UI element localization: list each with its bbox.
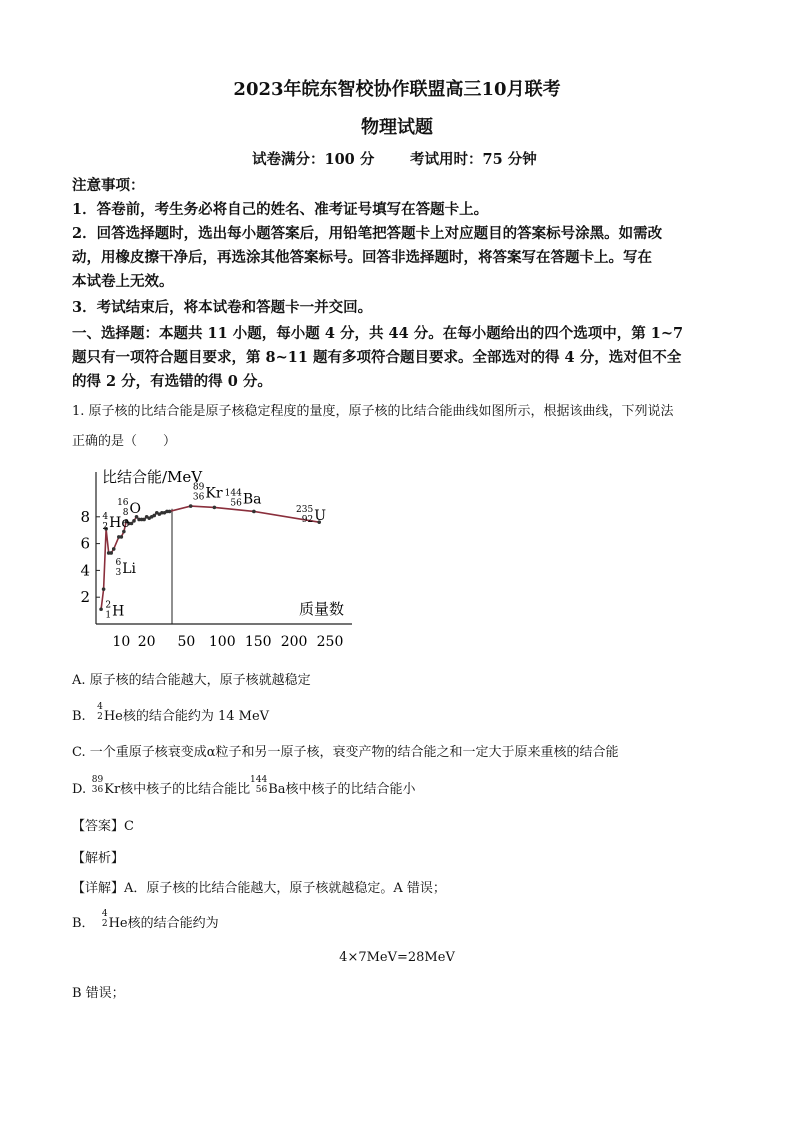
nuclide-ba: 144 56 — [250, 775, 268, 795]
section1-line-2: 题只有一项符合题目要求，第 8~11 题有多项符合题目要求。全部选对的得 4 分，选对但不全 — [72, 349, 682, 366]
x-tick-label: 20 — [137, 634, 156, 650]
note-2-line-3: 本试卷上无效。 — [72, 273, 174, 290]
x-tick-label: 200 — [280, 634, 308, 650]
nuclide-label-kr — [193, 482, 223, 502]
nuclide-symbol: U — [314, 508, 327, 525]
nuclide-symbol: He — [109, 514, 130, 531]
analysis-label: 【解析】 — [72, 851, 125, 866]
nuclide-atomic-number: 2 — [102, 521, 109, 532]
section1-line-3: 的得 2 分，有选错的得 0 分。 — [72, 373, 272, 390]
data-point — [168, 510, 172, 514]
nuclide-atomic-number: 1 — [105, 610, 112, 621]
nuclide-symbol: Kr — [205, 485, 223, 502]
answer-line: 【答案】C — [72, 819, 134, 834]
x-tick-label: 10 — [112, 634, 131, 650]
y-tick-label: 4 — [80, 561, 90, 580]
time-info: 考试用时：75 分钟 — [410, 151, 537, 168]
nuclide-label-li — [115, 558, 136, 578]
nuclide-atomic-number: 56 — [230, 498, 242, 509]
nuclide-kr: 89 36 — [91, 775, 104, 795]
data-point — [252, 510, 256, 514]
nuclide-mass-number: 4 — [102, 511, 109, 522]
data-point — [213, 506, 217, 510]
nuclide-atomic-number: 8 — [122, 507, 129, 518]
nuclide-symbol: Li — [122, 560, 136, 577]
note-3: 3．考试结束后，将本试卷和答题卡一并交回。 — [72, 299, 373, 316]
x-tick-label: 50 — [177, 634, 196, 650]
y-tick-label: 2 — [80, 588, 90, 607]
nuclide-mass-number: 235 — [296, 505, 314, 516]
nuclide-symbol: O — [129, 500, 142, 517]
detail-b-wrong: B 错误； — [72, 986, 125, 1001]
q1-stem-line-2: 正确的是（ ） — [72, 434, 177, 449]
detail-line-1: 【详解】A．原子核的比结合能越大，原子核就越稳定。A 错误； — [72, 881, 446, 896]
data-point — [142, 518, 146, 522]
nuclide-mass-number: 16 — [117, 497, 129, 508]
note-2-line-1: 2．回答选择题时，选出每小题答案后，用铅笔把答题卡上对应题目的答案标号涂黑。如需改 — [72, 225, 663, 242]
x-tick-label: 150 — [244, 634, 272, 650]
data-point — [120, 535, 124, 539]
y-axis-label: 比结合能/MeV — [102, 468, 203, 486]
note-2-line-2: 动，用橡皮擦干净后，再选涂其他答案标号。回答非选择题时，将答案写在答题卡上。写在 — [72, 249, 652, 266]
nuclide-symbol: H — [112, 603, 125, 620]
score-info: 试卷满分：100 分 — [252, 151, 375, 168]
nuclide-symbol: Ba — [242, 491, 262, 508]
nuclide-mass-number: 6 — [115, 557, 122, 568]
nuclide-atomic-number: 36 — [192, 492, 205, 503]
x-tick-label: 250 — [316, 634, 344, 650]
section1-line-1: 一、选择题：本题共 11 小题，每小题 4 分，共 44 分。在每小题给出的四个选项中，第 1~7 — [72, 325, 684, 342]
data-point — [99, 607, 103, 611]
data-point — [152, 514, 156, 518]
nuclide-mass-number: 144 — [224, 488, 242, 499]
detail-line-b: B． 4 2 He核的结合能约为 — [72, 909, 219, 931]
nuclide-atomic-number: 3 — [115, 567, 122, 578]
nuclide-label-ba — [225, 488, 262, 508]
page-title: 2023年皖东智校协作联盟高三10月联考 — [233, 79, 561, 100]
nuclide-label-u — [296, 505, 326, 525]
nuclide-he-2: 4 2 — [101, 909, 108, 929]
q1-stem-line-1: 1. 原子核的比结合能是原子核稳定程度的量度，原子核的比结合能曲线如图所示，根据该曲线，下列说法 — [72, 404, 674, 419]
q1-option-a: A. 原子核的结合能越大，原子核就越稳定 — [72, 673, 311, 688]
note-1: 1．答卷前，考生务必将自己的姓名、准考证号填写在答题卡上。 — [72, 201, 489, 218]
y-tick-label: 6 — [80, 534, 90, 553]
q1-option-d: D. 89 36 Kr核中核子的比结合能比 144 56 Ba核中核子的比结合能小 — [72, 775, 416, 797]
nuclide-label-h — [105, 600, 124, 620]
formula: 4×7MeV=28MeV — [339, 950, 455, 965]
data-point — [132, 519, 136, 523]
notes-heading: 注意事项： — [72, 177, 145, 194]
nuclide-he: 4 2 — [97, 702, 103, 722]
nuclide-mass-number: 2 — [105, 600, 112, 611]
nuclide-atomic-number: 92 — [301, 515, 314, 526]
binding-energy-chart — [60, 460, 360, 660]
data-point — [130, 522, 134, 526]
chart-series — [99, 504, 321, 611]
data-point — [189, 504, 193, 508]
data-point — [102, 587, 106, 591]
q1-option-c: C. 一个重原子核衰变成α粒子和另一原子核，衰变产物的结合能之和一定大于原来重核的结合能 — [72, 745, 619, 760]
y-tick-label: 8 — [80, 507, 90, 526]
data-point — [109, 551, 113, 555]
data-point — [112, 547, 116, 551]
q1-option-b: B. 4 2 He核的结合能约为 14 MeV — [72, 702, 270, 724]
x-tick-label: 100 — [208, 634, 236, 650]
x-axis-label: 质量数 — [298, 600, 344, 618]
chart-annotations — [102, 482, 326, 620]
page-subtitle: 物理试题 — [361, 117, 433, 138]
nuclide-mass-number: 89 — [192, 482, 205, 493]
